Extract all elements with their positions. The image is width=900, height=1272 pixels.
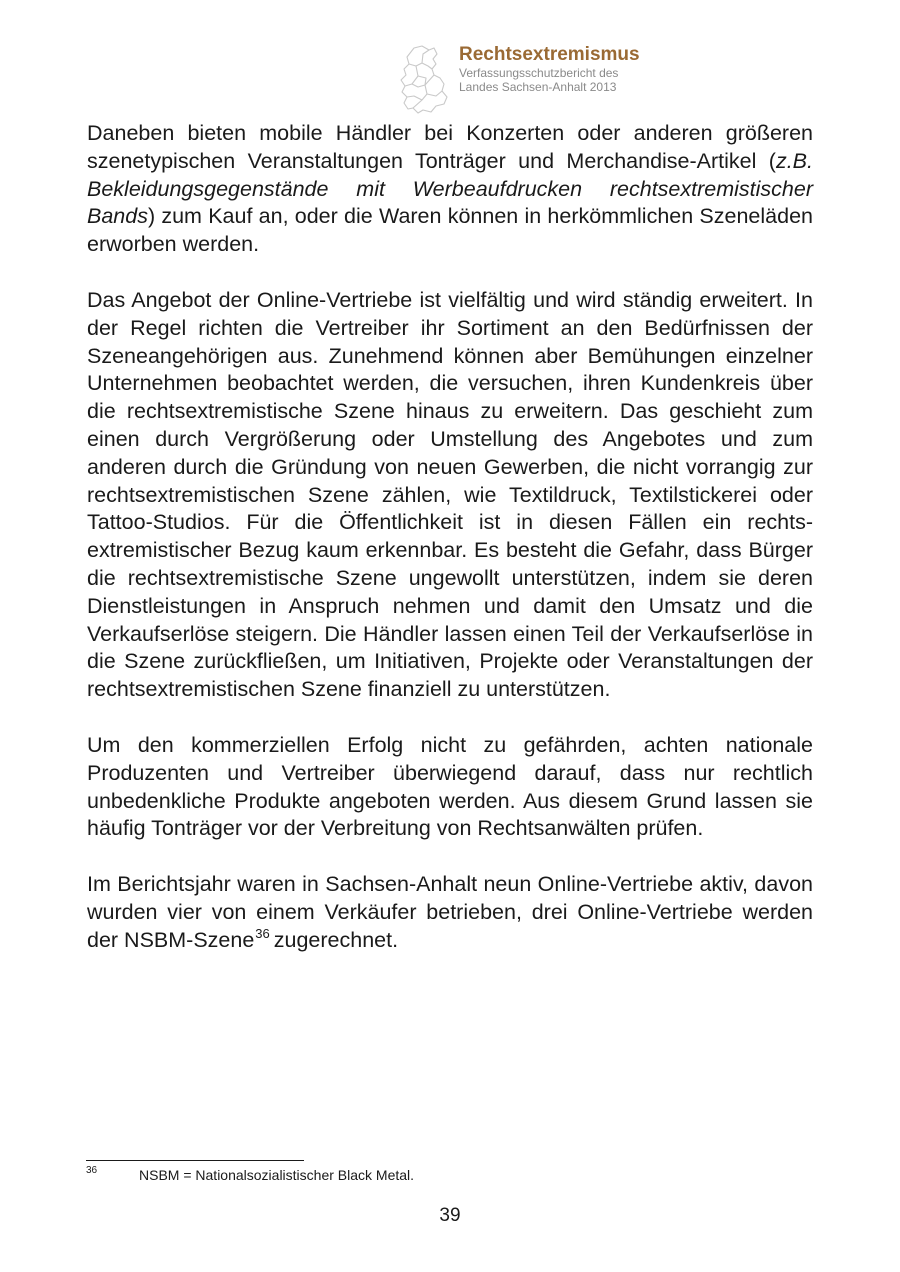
- paragraph-1: [87, 120, 813, 259]
- footnote-text: NSBM = Nationalsozialistischer Black Metal.: [139, 1167, 415, 1183]
- paragraph-2: Das Angebot der Online-Vertriebe ist vielfältig und wird ständig erweitert. In der Regel richten die Vertreiber ihr Sortiment an den Bedürfnissen der Szeneangehörigen aus. Zunehmend können aber Bemühungen einzelner Unternehmen beobachtet werden, die versuchen, ihren Kundenkreis über die rechtsextremistische Szene hinaus zu erweitern. Das geschieht zum einen durch Vergrößerung oder Umstellung des Angebotes und zum anderen durch die Gründung von neuen Gewerben, die nicht vorrangig zur rechtsextremistischen Szene zählen, wie Textildruck, Textilstickerei oder Tattoo-Studios. Für die Öffentlichkeit ist in diesen Fällen ein rechtsextremistischer Bezug kaum erkennbar. Es besteht die Gefahr, dass Bürger die rechtsextremistische Szene ungewollt unterstützen, indem sie deren Dienstleistungen in Anspruch nehmen und damit den Umsatz und die Verkaufserlöse steigern. Die Händler lassen einen Teil der Verkaufserlöse in die Szene zurückfließen, um Initiativen, Projekte oder Veranstaltungen der rechtsextremistischen Szene finanziell zu unterstützen.: [87, 287, 813, 702]
- paragraph-3: Um den kommerziellen Erfolg nicht zu gefährden, achten nationale Produzenten und Vertreiber überwiegend darauf, dass nur rechtlich unbedenkliche Produkte angeboten werden. Aus diesem Grund lassen sie häufig Tonträger vor der Verbreitung von Rechtsanwälten prüfen.: [87, 732, 813, 841]
- paragraph-4: [87, 871, 813, 954]
- body-text: [87, 120, 813, 983]
- footnote-reference[interactable]: 36: [255, 925, 270, 941]
- paragraph-4-text-end: zugerechnet.: [273, 927, 399, 952]
- header-text: [459, 44, 640, 94]
- page-number: 39: [439, 1205, 461, 1226]
- paragraph-1-italic: z.B. Bekleidungsgegenstände mit Werbeaufdrucken rechtsextremistischer Bands: [87, 148, 813, 229]
- saxony-anhalt-map-icon: [396, 42, 456, 116]
- paragraph-1-text-end: ) zum Kauf an, oder die Waren können in herkömmlichen Szeneläden erworben werden.: [87, 204, 813, 257]
- page-header: [396, 42, 696, 116]
- footnote-number: 36: [86, 1165, 98, 1176]
- header-subtitle-line1: Verfassungsschutzbericht des: [459, 66, 619, 80]
- paragraph-4-text: Im Berichtsjahr waren in Sachsen-Anhalt neun Online-Vertriebe aktiv, davon wurden vier von einem Verkäufer betrieben, drei Online-Vertriebe werden der NSBM-Szene: [87, 872, 813, 952]
- footnote-divider: [86, 1160, 304, 1161]
- paragraph-1-text: Daneben bieten mobile Händler bei Konzerten oder anderen größeren szenetypischen Veranstaltungen Tonträger und Merchandise-Artikel (: [87, 121, 813, 173]
- header-subtitle-line2: Landes Sachsen-Anhalt 2013: [459, 80, 617, 94]
- header-title: Rechtsextremismus: [459, 44, 640, 65]
